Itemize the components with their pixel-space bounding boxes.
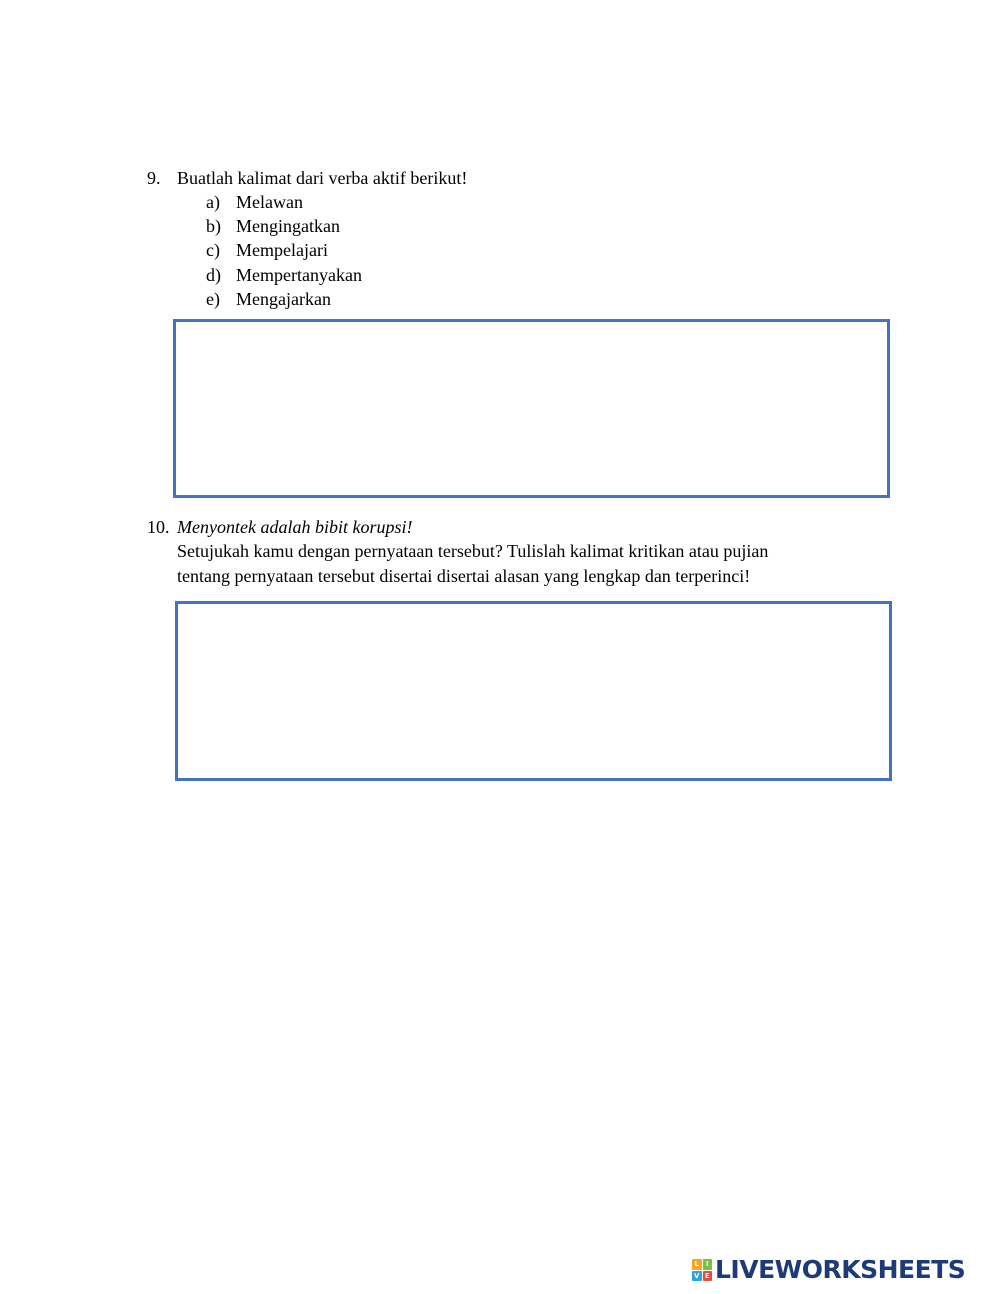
option-e-text: Mengajarkan: [236, 289, 331, 309]
liveworksheets-logo-text: LIVEWORKSHEETS: [715, 1255, 966, 1284]
logo-icon-cell-i: I: [703, 1259, 713, 1270]
question-9-answer-box[interactable]: [173, 319, 890, 498]
option-b-letter: b): [206, 216, 221, 236]
logo-icon-cell-e: E: [703, 1271, 713, 1282]
logo-icon-cell-v: V: [692, 1271, 702, 1282]
option-d-text: Mempertanyakan: [236, 265, 362, 285]
question-10-instruction-line-1: Setujukah kamu dengan pernyataan tersebut? Tulislah kalimat kritikan atau pujian: [177, 541, 769, 561]
liveworksheets-logo: [692, 1257, 965, 1283]
question-9-answer-field[interactable]: [176, 322, 887, 495]
option-c-text: Mempelajari: [236, 240, 328, 260]
liveworksheets-logo-icon: [692, 1259, 712, 1281]
question-10-answer-box[interactable]: [175, 601, 892, 781]
question-9-number: 9.: [147, 168, 161, 188]
option-a-text: Melawan: [236, 192, 303, 212]
logo-icon-cell-l: L: [692, 1259, 702, 1270]
question-10-instruction-line-2: tentang pernyataan tersebut disertai disertai alasan yang lengkap dan terperinci!: [177, 566, 751, 586]
option-e-letter: e): [206, 289, 220, 309]
option-a-letter: a): [206, 192, 220, 212]
question-10-statement: Menyontek adalah bibit korupsi!: [177, 517, 413, 537]
question-9-prompt: Buatlah kalimat dari verba aktif berikut!: [177, 168, 468, 188]
question-10-number: 10.: [147, 517, 170, 537]
question-10-answer-field[interactable]: [178, 604, 889, 778]
option-c-letter: c): [206, 240, 220, 260]
option-d-letter: d): [206, 265, 221, 285]
option-b-text: Mengingatkan: [236, 216, 340, 236]
